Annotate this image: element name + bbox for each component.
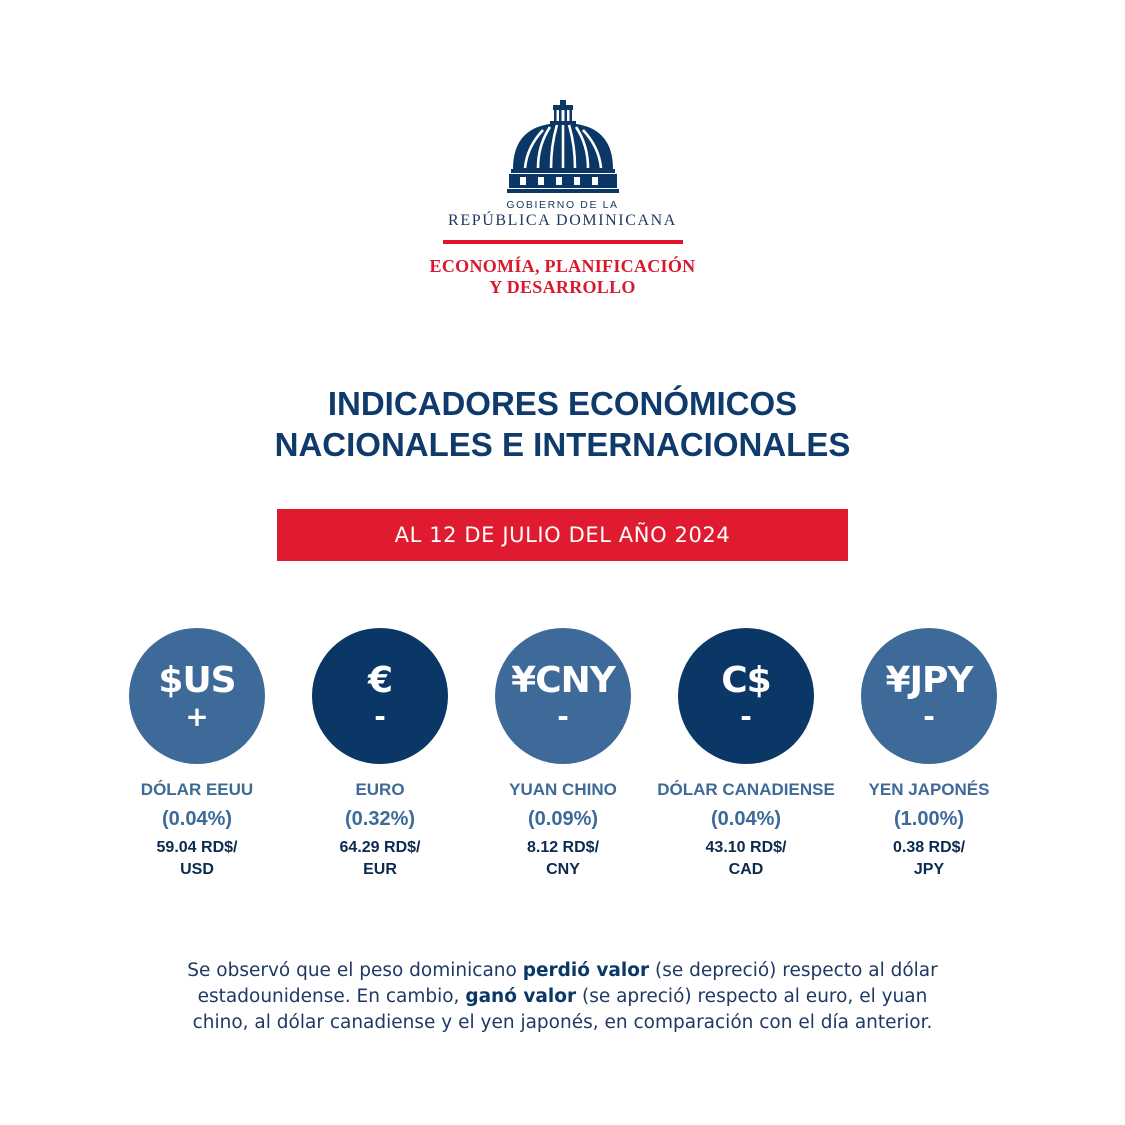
currency-eur-rate-unit: EUR [363,861,397,878]
currency-jpy-direction: - [923,700,935,733]
currency-cny-rate-unit: CNY [546,861,580,878]
currency-cad [641,628,851,881]
government-label: GOBIERNO DE LA [506,199,619,211]
currency-usd-name: DÓLAR EEUU [140,780,254,799]
note-bold-lost-value: perdió valor [522,960,650,981]
currency-cny-badge [495,628,631,764]
currency-cny-change: (0.09%) [527,808,599,830]
currency-usd [92,628,302,881]
currency-eur-change: (0.32%) [344,808,416,830]
country-label: REPÚBLICA DOMINICANA [448,212,677,229]
currency-jpy-rate-value: 0.38 RD$/ [892,839,966,856]
summary-note [180,958,945,1036]
ministry-logo [0,95,1125,298]
currency-cad-direction: - [740,700,752,733]
currency-cny-symbol: ¥CNY [511,660,615,701]
currency-eur-badge [312,628,448,764]
currency-jpy-rate [824,837,1034,881]
currency-jpy-rate-unit: JPY [913,861,945,878]
currency-eur-symbol: € [367,660,393,701]
currency-usd-direction: + [185,700,209,733]
currency-cny [458,628,668,881]
page-title-line2: NACIONALES E INTERNACIONALES [274,426,851,463]
currency-cny-rate-value: 8.12 RD$/ [526,839,600,856]
page-title [0,383,1125,465]
currency-cad-change: (0.04%) [710,808,782,830]
currency-cad-rate-unit: CAD [728,861,764,878]
currency-cad-rate-value: 43.10 RD$/ [705,839,787,856]
currency-cad-rate [641,837,851,881]
logo-divider [443,240,683,244]
currency-cny-name: YUAN CHINO [509,780,617,799]
date-banner: AL 12 DE JULIO DEL AÑO 2024 [277,509,848,561]
currency-cny-direction: - [557,700,569,733]
currency-cad-badge [678,628,814,764]
currency-cny-rate [458,837,668,881]
note-text-2: (se depreció) respecto al dólar estadounidense. En cambio, [197,960,938,1007]
currency-usd-change: (0.04%) [161,808,233,830]
note-bold-gained-value: ganó valor [465,986,577,1007]
currency-usd-symbol: $US [158,660,236,701]
ministry-name [0,256,1125,298]
currency-jpy-symbol: ¥JPY [885,660,973,701]
currency-eur-rate-value: 64.29 RD$/ [339,839,421,856]
currency-eur-direction: - [374,700,386,733]
page-title-line1: INDICADORES ECONÓMICOS [327,385,798,422]
ministry-name-line1: ECONOMÍA, PLANIFICACIÓN [429,256,696,276]
currency-cad-symbol: C$ [721,660,771,701]
currency-eur-rate [275,837,485,881]
currency-usd-badge [129,628,265,764]
currency-eur-name: EURO [355,780,405,799]
currency-usd-rate-value: 59.04 RD$/ [156,839,238,856]
currency-usd-rate-unit: USD [180,861,214,878]
ministry-name-line2: Y DESARROLLO [489,277,636,297]
currency-eur [275,628,485,881]
note-text-3: (se apreció) respecto al euro, el yuan chino, al dólar canadiense y el yen japonés, en comparación con el día anterior. [192,986,933,1033]
currency-jpy-badge [861,628,997,764]
note-text-1: Se observó que el peso dominicano [187,960,523,981]
currency-usd-rate [92,837,302,881]
currency-jpy-change: (1.00%) [893,808,965,830]
currency-jpy-name: YEN JAPONÉS [868,780,990,799]
currency-jpy [824,628,1034,881]
dome-emblem-icon [507,95,619,195]
currency-cad-name: DÓLAR CANADIENSE [657,780,835,799]
